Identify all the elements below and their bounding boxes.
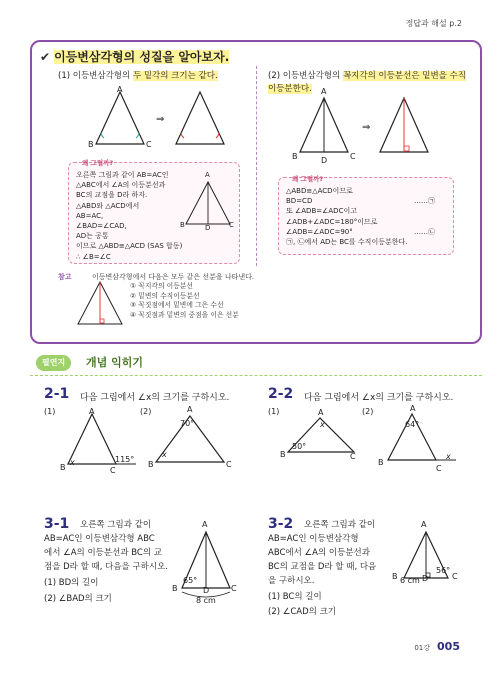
property-2-highlight: 꼭지각의 이등분선은 밑변을 수직이등분한다. xyxy=(268,71,466,94)
q2-2-label-B2: B xyxy=(378,458,384,467)
check-icon: ✔ xyxy=(40,50,51,64)
q3-1-angle: 65° xyxy=(183,576,198,585)
q2-1-number: 2-1 xyxy=(44,386,70,402)
ref-text: 이등변삼각형에서 다음은 모두 같은 선분을 나타낸다. xyxy=(92,273,255,281)
q2-2-label-C: C xyxy=(350,452,356,461)
reason-1-line: 이므로 △ABD≡△ACD (SAS 합동) xyxy=(76,242,183,251)
property-2 xyxy=(268,70,468,96)
q2-2-sub1: (1) xyxy=(268,407,280,416)
mark-2: ……㉡ xyxy=(414,228,435,236)
ref-list xyxy=(130,282,239,320)
reason-2-line: ㉠, ㉡에서 AD는 BC를 수직이등분한다. xyxy=(286,238,408,247)
q2-2-label-A2: A xyxy=(410,404,416,413)
q2-2-x2: x xyxy=(446,452,451,461)
q3-2-line: 오른쪽 그림과 같이 xyxy=(304,520,376,530)
concept-divider xyxy=(256,66,257,266)
q3-1-line: 에서 ∠A의 이등분선과 BC의 교 xyxy=(44,548,162,558)
label-C3: C xyxy=(229,221,234,229)
q2-1-label-C2: C xyxy=(226,460,232,469)
property-1-highlight: 두 밑각의 크기는 같다. xyxy=(132,71,218,81)
q2-1-angle1: 115° xyxy=(115,455,135,464)
property-2-diagram xyxy=(292,94,442,164)
property-2-label: (2) 이등변삼각형의 xyxy=(268,71,341,81)
section-divider xyxy=(30,375,482,376)
q3-1-label-D: D xyxy=(203,586,210,595)
svg-text:⇒: ⇒ xyxy=(362,122,371,133)
label-A: A xyxy=(117,85,123,94)
q3-1-line: 점을 D라 할 때, 다음을 구하시오. xyxy=(44,562,168,572)
q2-2-angle2: 64° xyxy=(405,420,420,429)
label-D3: D xyxy=(205,224,211,232)
reason-1-line: ∠BAD=∠CAD, xyxy=(76,222,127,231)
footer-page-number: 005 xyxy=(437,640,460,653)
q2-2-x: x xyxy=(320,420,325,429)
section-title: 개념 익히기 xyxy=(86,356,143,369)
q2-1-text: 다음 그림에서 ∠x의 크기를 구하시오. xyxy=(80,393,230,403)
q2-1-label-B: B xyxy=(60,463,66,472)
reason-2-line: ∠ADB=∠ADC=90° xyxy=(286,227,353,236)
concept-title xyxy=(40,48,229,65)
concept-title-text: 이등변삼각형의 성질을 알아보자. xyxy=(54,50,230,64)
q3-1-item: (2) ∠BAD의 크기 xyxy=(44,594,112,604)
q3-1-number: 3-1 xyxy=(44,516,70,532)
q3-2-length: 6 cm xyxy=(400,576,420,585)
ref-item: ③ 꼭짓점에서 밑변에 그은 수선 xyxy=(130,301,224,309)
ref-tag: 참고 xyxy=(58,273,72,281)
q3-2-label-C: C xyxy=(452,572,458,581)
q2-2-number: 2-2 xyxy=(268,386,294,402)
label-C2: C xyxy=(350,152,356,161)
q2-2-sub2: (2) xyxy=(362,407,374,416)
q3-2-line: ABC에서 ∠A의 이등분선과 xyxy=(268,548,370,558)
q2-2-angle1: 50° xyxy=(292,442,307,451)
reason-1-line: BC의 교점을 D라 하자. xyxy=(76,191,148,200)
q3-1-label-A: A xyxy=(202,520,208,529)
property-1-label: (1) 이등변삼각형의 xyxy=(58,71,131,81)
q3-1-line: 오른쪽 그림과 같이 xyxy=(80,520,152,530)
reason-tag-1: 왜 그럴까? xyxy=(82,159,114,167)
q3-2-number: 3-2 xyxy=(268,516,294,532)
reason-2-line: ∠ADB+∠ADC=180°이므로 xyxy=(286,217,378,226)
label-A2: A xyxy=(321,87,327,96)
page-header-answer-ref: 정답과 해설 p.2 xyxy=(405,19,462,28)
q3-1-label-C: C xyxy=(231,584,237,593)
q3-1-label-B: B xyxy=(172,584,178,593)
q2-1-label-A2: A xyxy=(187,405,193,414)
q3-2-line: BC의 교점을 D라 할 때, 다음 xyxy=(268,562,377,572)
q2-1-x2: x xyxy=(162,450,167,459)
reason-1-line: ∴ ∠B=∠C xyxy=(76,252,111,261)
label-B: B xyxy=(88,140,94,149)
q3-1-length: 8 cm xyxy=(196,596,216,605)
q3-2-label-A: A xyxy=(421,520,427,529)
q3-2-line: 을 구하시오. xyxy=(268,576,315,586)
label-B2: B xyxy=(292,152,298,161)
property-1 xyxy=(58,70,238,82)
reason-1-line: △ABD와 △ACD에서 xyxy=(76,201,140,210)
property-1-diagram xyxy=(90,86,230,156)
q3-2-label-B: B xyxy=(392,572,398,581)
q3-2-label-D: D xyxy=(422,574,429,583)
reason-1-line: △ABC에서 ∠A의 이등분선과 xyxy=(76,181,166,190)
q2-1-label-A: A xyxy=(89,407,95,416)
mark-1: ……㉠ xyxy=(414,197,435,205)
q2-1-label-C: C xyxy=(110,466,116,475)
q3-1-item: (1) BD의 길이 xyxy=(44,578,99,588)
section-badge: 필연지 xyxy=(36,355,71,371)
q2-2-label-A: A xyxy=(318,408,324,417)
q3-2-item: (2) ∠CAD의 크기 xyxy=(268,607,336,617)
label-B3: B xyxy=(180,221,185,229)
q2-1-sub1: (1) xyxy=(44,407,56,416)
ref-item: ② 밑변의 수직이등분선 xyxy=(130,291,200,300)
q3-2-item: (1) BC의 길이 xyxy=(268,592,322,602)
reason-2-line: BD=CD xyxy=(286,197,313,206)
reason-1-text xyxy=(76,170,186,262)
svg-text:⇒: ⇒ xyxy=(156,114,165,125)
reason-2-line: △ABD≡△ACD이므로 xyxy=(286,187,353,195)
q2-2-text: 다음 그림에서 ∠x의 크기를 구하시오. xyxy=(304,393,454,403)
q3-2-angle: 56° xyxy=(436,566,451,575)
label-D2: D xyxy=(321,156,328,165)
q2-2-label-B: B xyxy=(280,450,286,459)
reason-tag-2: 왜 그럴까? xyxy=(292,175,324,183)
label-A3: A xyxy=(205,171,210,179)
reason-1-line: AB=AC, xyxy=(76,211,104,220)
label-C: C xyxy=(146,140,152,149)
q2-2-label-C2: C xyxy=(436,464,442,473)
q2-1-label-B2: B xyxy=(148,460,154,469)
ref-diagram xyxy=(72,280,128,330)
reason-1-line: 오른쪽 그림과 같이 AB=AC인 xyxy=(76,171,169,179)
footer-chapter: 01강 xyxy=(414,644,430,652)
q2-1-x: x xyxy=(70,458,75,467)
q2-1-sub2: (2) xyxy=(140,407,152,416)
q3-2-line: AB=AC인 이등변삼각형 xyxy=(268,534,359,544)
q2-1-angle2: 70° xyxy=(180,419,195,428)
reason-1-line: AD는 공통 xyxy=(76,232,109,241)
ref-item: ① 꼭지각의 이등분선 xyxy=(130,282,193,290)
q3-1-line: AB=AC인 이등변삼각형 ABC xyxy=(44,534,155,544)
reason-2-line: 또 ∠ADB=∠ADC이고 xyxy=(286,207,357,216)
ref-item: ④ 꼭짓점과 밑변의 중점을 이은 선분 xyxy=(130,310,239,319)
